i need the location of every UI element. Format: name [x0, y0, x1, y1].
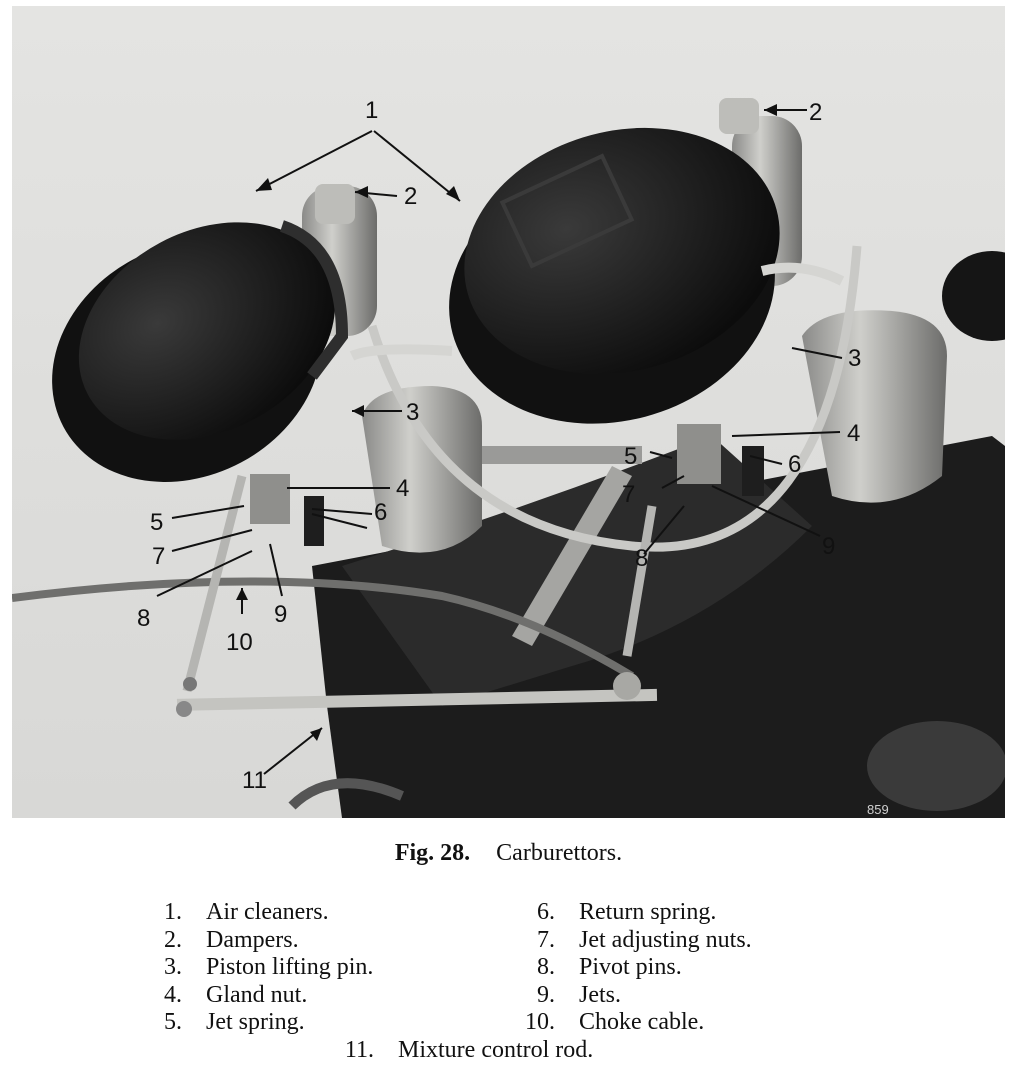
- legend-text: Dampers.: [206, 926, 299, 953]
- legend-text: Jets.: [579, 981, 621, 1008]
- figure-title: Carburettors.: [496, 840, 623, 866]
- legend-item: [140, 927, 373, 955]
- legend-item: [508, 927, 752, 955]
- callout-5-right: 5: [624, 443, 638, 470]
- legend-item: [140, 899, 373, 927]
- legend-text: Return spring.: [579, 899, 717, 925]
- legend-item: [508, 982, 752, 1010]
- legend-number: 6.: [537, 899, 555, 925]
- legend-item: [508, 1009, 752, 1037]
- callout-7-right: 7: [622, 481, 636, 508]
- callout-10: 10: [226, 629, 253, 656]
- legend-bottom-row: [322, 1037, 593, 1065]
- legend-number: 1.: [164, 899, 182, 925]
- callout-7-left: 7: [152, 543, 166, 570]
- callout-9-right: 9: [822, 533, 836, 560]
- legend-left-column: [140, 899, 373, 1037]
- figure-number: Fig. 28.: [394, 840, 471, 866]
- figure-caption: [0, 840, 1017, 867]
- legend-text: Piston lifting pin.: [206, 954, 374, 980]
- legend-text: Jet spring.: [206, 1009, 305, 1035]
- legend-text: Air cleaners.: [206, 899, 329, 925]
- legend-number: 8.: [537, 954, 555, 980]
- legend-text: Gland nut.: [206, 981, 308, 1008]
- legend-item: [508, 899, 752, 927]
- legend-text: Choke cable.: [579, 1009, 705, 1035]
- callout-11: 11: [242, 767, 267, 794]
- callout-2-left: 2: [404, 183, 418, 210]
- legend-number: 11.: [344, 1037, 374, 1063]
- callout-1: 1: [365, 97, 379, 124]
- callout-9-left: 9: [274, 601, 288, 628]
- legend-item: [140, 1009, 373, 1037]
- plate-number: 859: [867, 802, 889, 817]
- legend-number: 9.: [537, 981, 555, 1008]
- callout-3-right: 3: [848, 345, 862, 372]
- legend-item: [322, 1037, 593, 1065]
- legend-number: 4.: [164, 981, 182, 1008]
- callout-5-left: 5: [150, 509, 164, 536]
- callout-3-left: 3: [406, 399, 420, 426]
- callout-8-left: 8: [137, 605, 151, 632]
- legend-text: Jet adjusting nuts.: [579, 926, 752, 953]
- legend-number: 3.: [164, 954, 182, 980]
- legend-item: [140, 982, 373, 1010]
- callout-8-right: 8: [635, 545, 649, 572]
- legend-right-column: [508, 899, 752, 1037]
- legend-text: Mixture control rod.: [398, 1037, 594, 1063]
- legend-number: 7.: [537, 926, 555, 953]
- carburettor-photograph: [12, 6, 1005, 818]
- callout-6-right: 6: [788, 451, 802, 478]
- legend-number: 10.: [525, 1009, 555, 1035]
- legend-text: Pivot pins.: [579, 954, 682, 980]
- legend-item: [140, 954, 373, 982]
- legend-number: 2.: [164, 926, 182, 953]
- callout-6-left: 6: [374, 499, 388, 526]
- callout-2-right: 2: [809, 99, 823, 126]
- callout-4-left: 4: [396, 475, 410, 502]
- legend-item: [508, 954, 752, 982]
- legend-number: 5.: [164, 1009, 182, 1035]
- callout-4-right: 4: [847, 420, 861, 447]
